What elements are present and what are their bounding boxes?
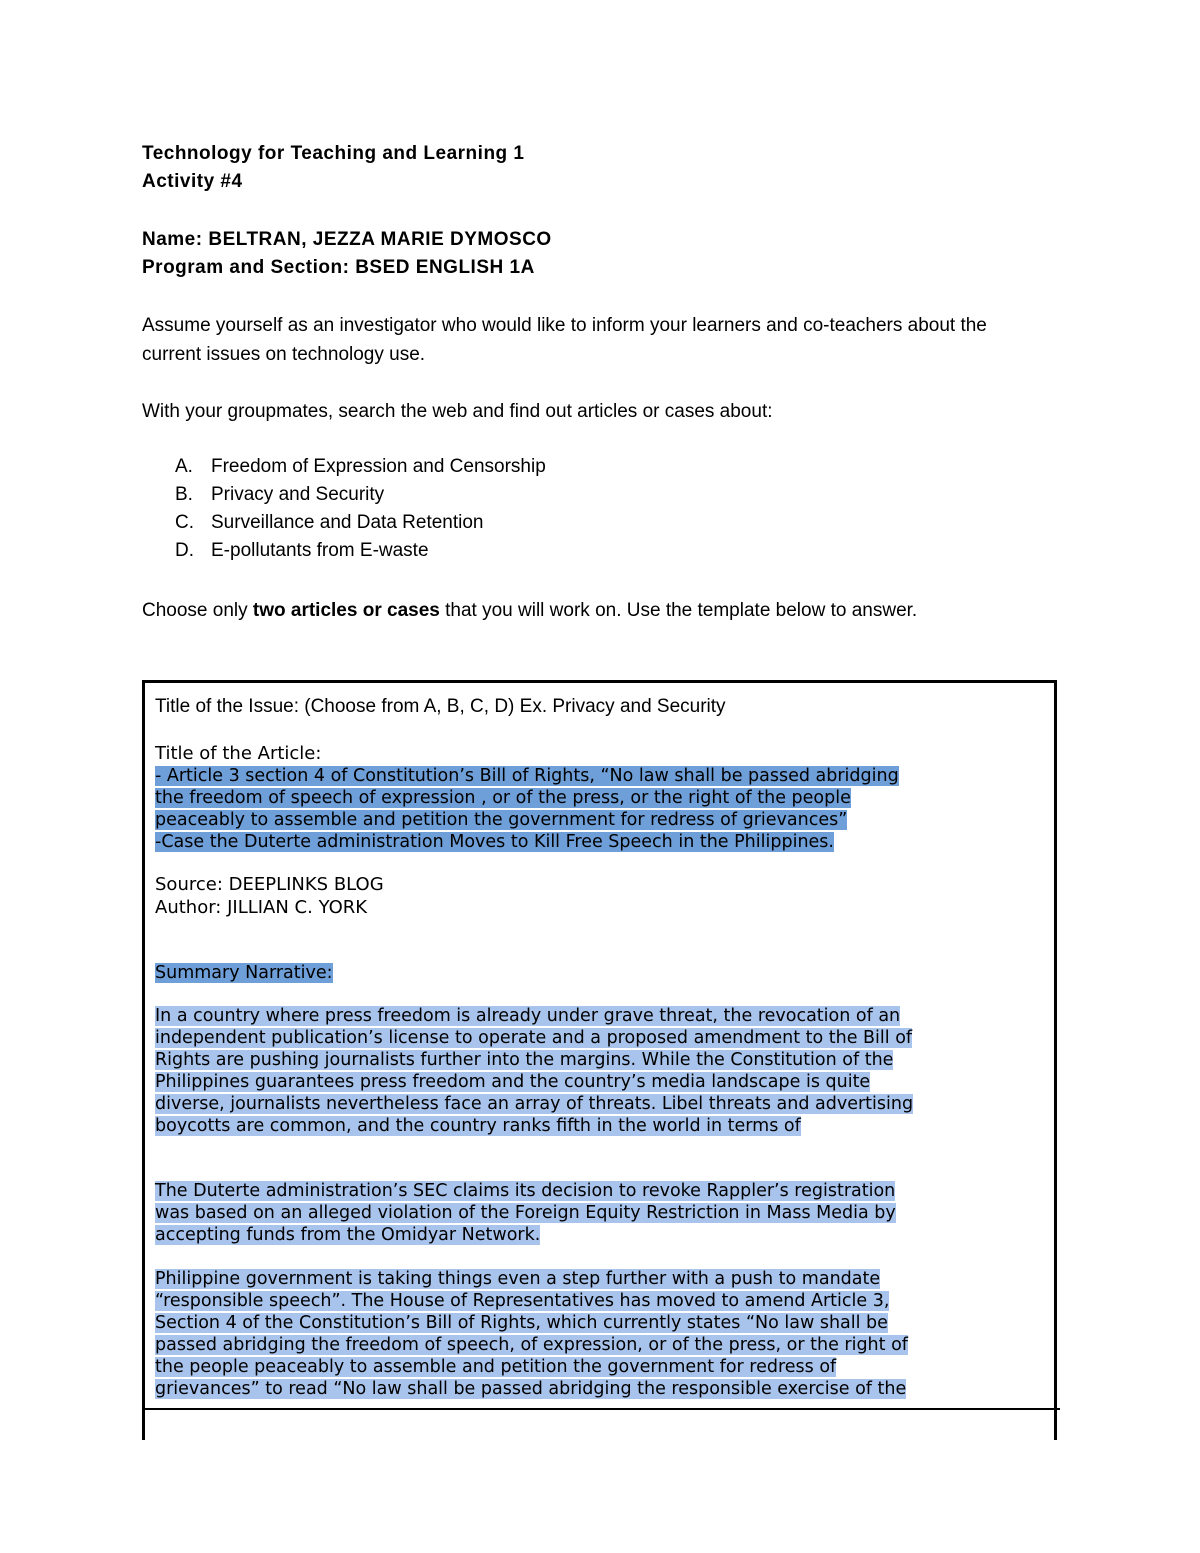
choose-instruction: Choose only two articles or cases that you will work on. Use the template below to answer. bbox=[142, 600, 918, 621]
activity-number: Activity #4 bbox=[142, 171, 243, 192]
intro-paragraph: Assume yourself as an investigator who would like to inform your learners and co-teachers about the current issues on technology use. bbox=[142, 315, 987, 365]
summary-paragraph-2: The Duterte administration’s SEC claims its decision to revoke Rappler’s registration was based on an alleged violation of the Foreign Equity Restriction in Mass Media by accepting funds from the Omidyar Network. bbox=[155, 1181, 896, 1245]
summary-paragraph-1: In a country where press freedom is already under grave threat, the revocation of an independent publication’s license to operate and a proposed amendment to the Bill of Rights are pushing journalists further into the margins. While the Constitution of the Philippines guarantees press freedom and the country’s media landscape is quite diverse, journalists nevertheless face an array of threats. Libel threats and advertising boycotts are common, and the country ranks fifth in the world in terms of bbox=[155, 1006, 914, 1136]
author-line: Author: JILLIAN C. YORK bbox=[155, 897, 368, 918]
list-item: A. Freedom of Expression and Censorship bbox=[175, 456, 546, 477]
summary-paragraph-3: Philippine government is taking things even a step further with a push to mandate “responsible speech”. The House of Representatives has moved to amend Article 3, Section 4 of the Constitution’s Bill of Rights, which currently states “No law shall be passed abridging the freedom of speech, of expression, or of the press, or the right of the people peaceably to assemble and petition the government for redress of grievances” to read “No law shall be passed abridging the responsible exercise of the bbox=[155, 1269, 908, 1399]
box-bottom-border bbox=[142, 1408, 1060, 1410]
article-label: Title of the Article: bbox=[155, 743, 322, 764]
issue-line: Title of the Issue: (Choose from A, B, C, D) Ex. Privacy and Security bbox=[155, 696, 726, 717]
program-section: Program and Section: BSED ENGLISH 1A bbox=[142, 257, 535, 278]
student-name: Name: BELTRAN, JEZZA MARIE DYMOSCO bbox=[142, 229, 552, 250]
list-item: D. E-pollutants from E-waste bbox=[175, 540, 429, 561]
source-line: Source: DEEPLINKS BLOG bbox=[155, 874, 384, 895]
topic-list bbox=[175, 453, 546, 565]
article-title-block: - Article 3 section 4 of Constitution’s Bill of Rights, “No law shall be passed abridging the freedom of speech of expression , or of the press, or the right of the people peaceably to assemble and petition the government for redress of grievances” -Case the Duterte administration Moves to Kill Free Speech in the Philippines. bbox=[155, 766, 899, 852]
list-item: B. Privacy and Security bbox=[175, 484, 385, 505]
course-title: Technology for Teaching and Learning 1 bbox=[142, 143, 525, 164]
search-paragraph: With your groupmates, search the web and find out articles or cases about: bbox=[142, 401, 773, 422]
answer-template-box bbox=[142, 680, 1057, 1440]
list-item: C. Surveillance and Data Retention bbox=[175, 512, 484, 533]
summary-label: Summary Narrative: bbox=[155, 963, 333, 983]
